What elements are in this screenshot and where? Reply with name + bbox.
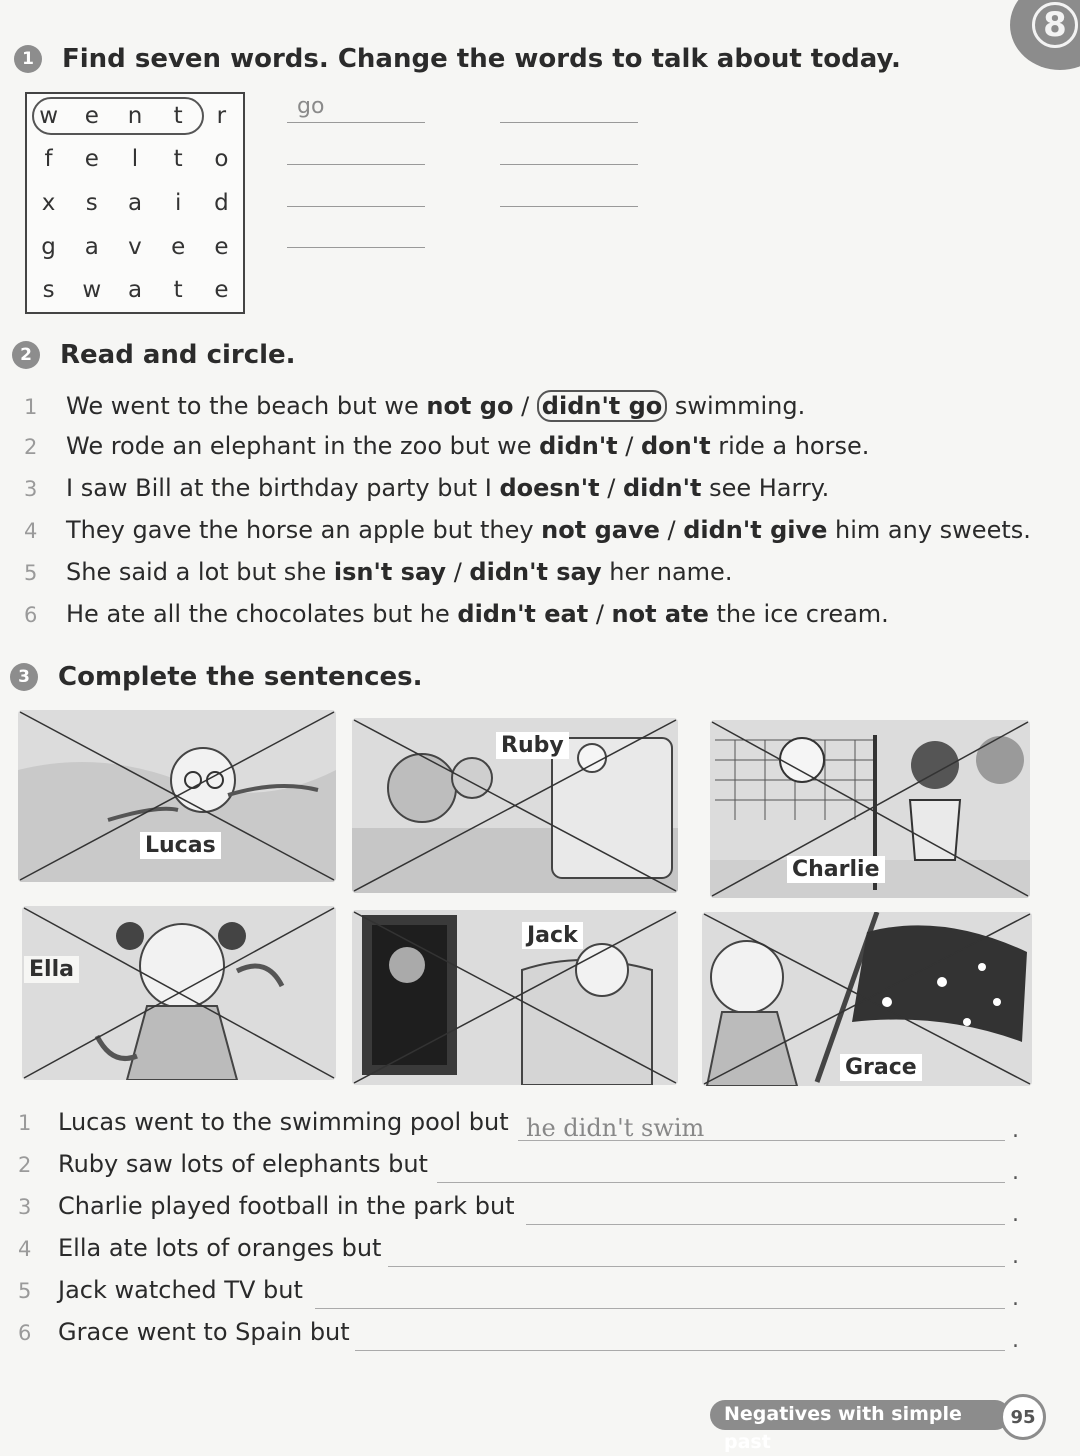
- sentence-full-stop: .: [1012, 1328, 1019, 1353]
- item-number: 3: [24, 477, 38, 501]
- grid-letter[interactable]: g: [41, 233, 56, 260]
- page-number: 95: [1000, 1394, 1046, 1440]
- grid-letter[interactable]: w: [82, 277, 102, 304]
- unit-number: 8: [1032, 2, 1078, 48]
- circle-item: [24, 390, 805, 422]
- answer-line[interactable]: [518, 1114, 1005, 1141]
- exercise-1-number: 1: [14, 45, 42, 73]
- item-text-after: swimming.: [667, 392, 806, 420]
- item-text-after: see Harry.: [701, 474, 830, 502]
- option-1[interactable]: not gave: [541, 516, 660, 544]
- grid-letter[interactable]: o: [214, 146, 229, 173]
- option-2[interactable]: didn't go: [537, 390, 668, 422]
- option-separator: /: [513, 392, 537, 420]
- answer-line[interactable]: [355, 1324, 1005, 1351]
- label-ella: Ella: [24, 956, 79, 983]
- item-number: 2: [24, 435, 38, 459]
- picture-lucas-swimming: [18, 710, 336, 882]
- grid-letter[interactable]: e: [171, 233, 186, 260]
- exercise-3-heading: [10, 662, 423, 692]
- item-number: 1: [18, 1111, 32, 1135]
- item-number: 4: [24, 519, 38, 543]
- item-text-before: I saw Bill at the birthday party but I: [66, 474, 500, 502]
- sentence-text: Lucas went to the swimming pool but: [58, 1108, 509, 1136]
- sentence-full-stop: .: [1012, 1244, 1019, 1269]
- option-2[interactable]: not ate: [611, 600, 709, 628]
- sentence-item: [18, 1192, 515, 1220]
- grid-letter[interactable]: t: [173, 146, 183, 173]
- answer-line-4[interactable]: [500, 142, 638, 165]
- option-separator: /: [588, 600, 612, 628]
- grid-letter[interactable]: v: [128, 233, 142, 260]
- option-1[interactable]: doesn't: [499, 474, 600, 502]
- option-2[interactable]: didn't give: [683, 516, 828, 544]
- item-text-after: the ice cream.: [708, 600, 889, 628]
- exercise-3-title: Complete the sentences.: [58, 662, 423, 692]
- answer-line-3[interactable]: [287, 142, 425, 165]
- grid-letter[interactable]: i: [175, 189, 182, 216]
- item-text-before: We rode an elephant in the zoo but we: [66, 432, 540, 460]
- sentence-item: [18, 1108, 509, 1136]
- answer-line[interactable]: [315, 1282, 1005, 1309]
- answer-line[interactable]: [388, 1240, 1005, 1267]
- sentence-item: [18, 1234, 381, 1262]
- option-2[interactable]: didn't say: [469, 558, 602, 586]
- sentence-item: [18, 1276, 303, 1304]
- picture-ella-bananas: [22, 906, 336, 1080]
- grid-letter[interactable]: r: [216, 102, 227, 129]
- cross-mark: [22, 906, 336, 1080]
- label-jack: Jack: [522, 922, 583, 949]
- item-text-after: her name.: [601, 558, 733, 586]
- option-1[interactable]: isn't say: [333, 558, 447, 586]
- grid-letter[interactable]: a: [127, 189, 143, 216]
- option-separator: /: [599, 474, 623, 502]
- grid-letter[interactable]: l: [131, 146, 139, 173]
- grid-letter[interactable]: e: [214, 277, 229, 304]
- unit-tab: [1010, 0, 1080, 70]
- item-number: 5: [24, 561, 38, 585]
- sentence-text: Charlie played football in the park but: [58, 1192, 515, 1220]
- footer-topic-label: Negatives with simple past: [710, 1400, 1010, 1430]
- answer-line-5[interactable]: [287, 184, 425, 207]
- grid-letter[interactable]: a: [127, 277, 143, 304]
- option-2[interactable]: don't: [641, 432, 711, 460]
- item-text-before: She said a lot but she: [66, 558, 334, 586]
- option-1[interactable]: didn't eat: [457, 600, 589, 628]
- grid-letter[interactable]: e: [214, 233, 229, 260]
- grid-letter[interactable]: a: [84, 233, 99, 260]
- grid-letter[interactable]: t: [173, 277, 183, 304]
- answer-line-7[interactable]: [287, 225, 425, 248]
- item-number: 5: [18, 1279, 32, 1303]
- sentence-full-stop: .: [1012, 1286, 1019, 1311]
- grid-letter[interactable]: d: [214, 189, 229, 216]
- item-number: 6: [18, 1321, 32, 1345]
- answer-line-2[interactable]: [500, 100, 638, 123]
- answer-line-6[interactable]: [500, 184, 638, 207]
- item-text-after: him any sweets.: [827, 516, 1031, 544]
- sentence-text: Jack watched TV but: [58, 1276, 303, 1304]
- option-1[interactable]: didn't: [539, 432, 618, 460]
- option-separator: /: [617, 432, 641, 460]
- exercise-1-heading: [14, 44, 901, 74]
- item-text-before: They gave the horse an apple but they: [66, 516, 542, 544]
- circled-word-went: [32, 97, 204, 135]
- grid-letter[interactable]: e: [84, 146, 99, 173]
- sentence-item: [18, 1318, 350, 1346]
- grid-letter[interactable]: w: [39, 102, 58, 129]
- answer-example: go: [297, 94, 325, 119]
- option-2[interactable]: didn't: [622, 474, 702, 502]
- label-lucas: Lucas: [140, 832, 221, 859]
- item-number: 3: [18, 1195, 32, 1219]
- exercise-3-number: 3: [10, 663, 38, 691]
- grid-letter[interactable]: n: [127, 102, 143, 129]
- picture-jack-tv: [352, 910, 678, 1085]
- circle-item: [24, 558, 732, 586]
- grid-letter[interactable]: f: [44, 146, 53, 173]
- sentence-text: Ruby saw lots of elephants but: [58, 1150, 428, 1178]
- item-text-after: ride a horse.: [710, 432, 870, 460]
- sentence-item: [18, 1150, 428, 1178]
- grid-letter[interactable]: e: [84, 102, 99, 129]
- sentence-full-stop: .: [1012, 1202, 1019, 1227]
- exercise-2-number: 2: [12, 341, 40, 369]
- circle-item: [24, 516, 1031, 544]
- picture-charlie-volleyball: [710, 720, 1030, 898]
- grid-letter[interactable]: x: [41, 189, 56, 216]
- exercise-1-title: Find seven words. Change the words to talk about today.: [62, 44, 901, 74]
- item-number: 4: [18, 1237, 32, 1261]
- item-text-before: He ate all the chocolates but he: [66, 600, 458, 628]
- grid-letter[interactable]: s: [42, 277, 55, 304]
- grid-letter[interactable]: s: [85, 189, 98, 216]
- sentence-full-stop: .: [1012, 1160, 1019, 1185]
- option-separator: /: [446, 558, 470, 586]
- option-separator: /: [659, 516, 684, 544]
- picture-ruby-safari: [352, 718, 678, 893]
- sentence-text: Ella ate lots of oranges but: [58, 1234, 382, 1262]
- picture-grace-flag: [702, 912, 1032, 1086]
- option-1[interactable]: not go: [426, 392, 514, 420]
- label-grace: Grace: [840, 1054, 922, 1081]
- item-text-before: We went to the beach but we: [66, 392, 427, 420]
- cross-mark: [352, 910, 678, 1085]
- circle-item: [24, 432, 869, 460]
- label-charlie: Charlie: [787, 856, 885, 883]
- sentence-text: Grace went to Spain but: [58, 1318, 350, 1346]
- answer-line[interactable]: [437, 1156, 1005, 1183]
- answer-line[interactable]: [526, 1198, 1005, 1225]
- item-number: 2: [18, 1153, 32, 1177]
- label-ruby: Ruby: [496, 732, 569, 759]
- exercise-2-heading: [12, 340, 296, 370]
- circle-item: [24, 600, 889, 628]
- sentence-full-stop: .: [1012, 1118, 1019, 1143]
- answer-line-1[interactable]: [287, 94, 425, 123]
- exercise-2-title: Read and circle.: [60, 340, 296, 370]
- circle-item: [24, 474, 829, 502]
- grid-letter[interactable]: t: [173, 102, 183, 129]
- item-number: 6: [24, 603, 38, 627]
- item-number: 1: [24, 395, 38, 419]
- written-answer: he didn't swim: [526, 1114, 705, 1142]
